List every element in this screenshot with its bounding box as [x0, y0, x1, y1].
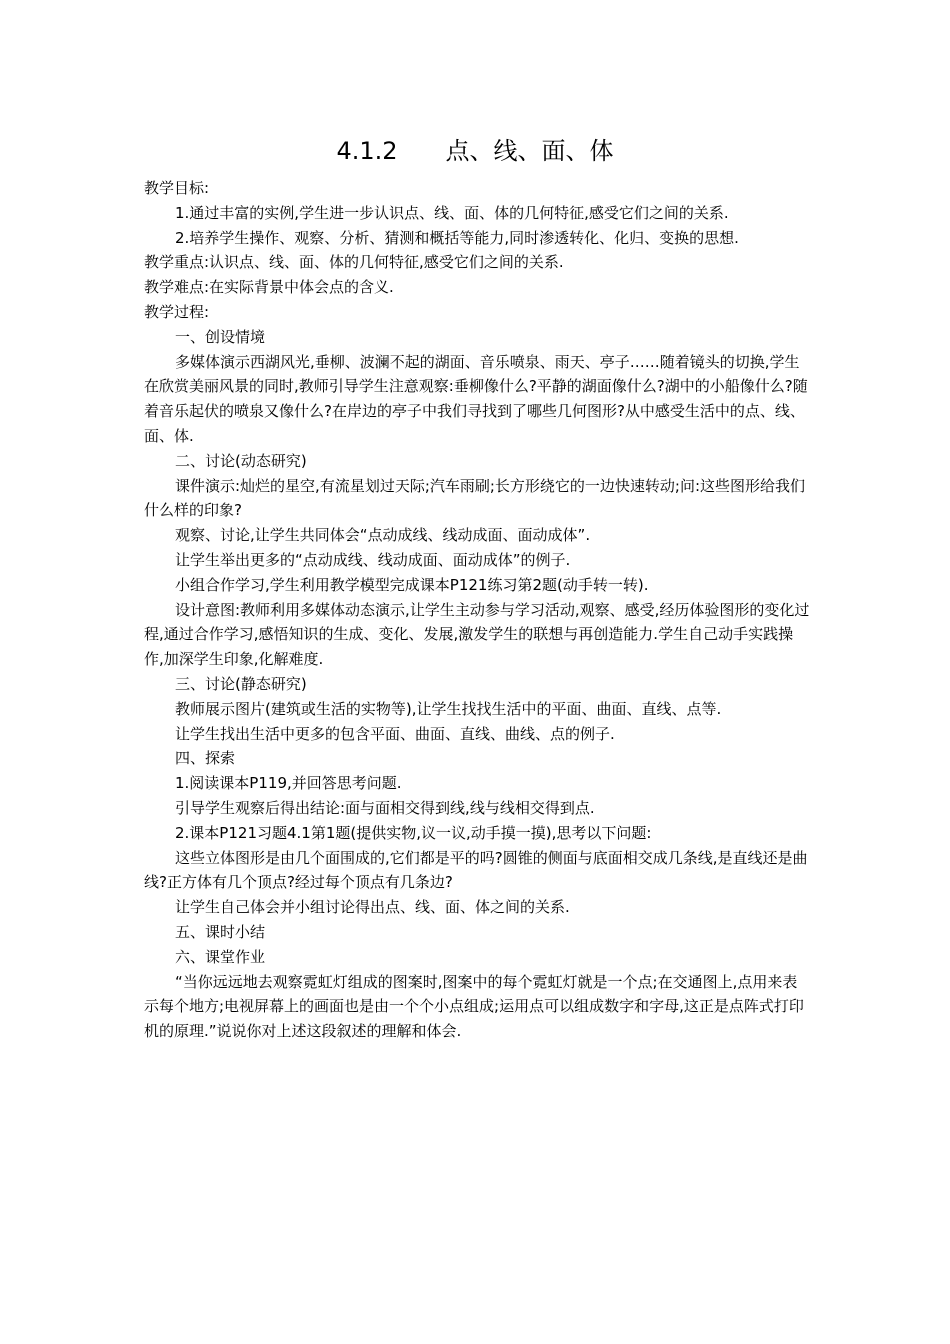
paragraph: 六、课堂作业 [175, 947, 266, 966]
paragraph: 教学目标: [144, 179, 210, 197]
paragraph: 2.课本P121习题4.1第1题(提供实物,议一议,动手摸一摸),思考以下问题: [175, 823, 652, 842]
paragraph: 引导学生观察后得出结论:面与面相交得到线,线与线相交得到点. [175, 798, 595, 817]
paragraph: 一、创设情境 [175, 327, 266, 346]
paragraph: 二、讨论(动态研究) [175, 451, 307, 470]
paragraph: 2.培养学生操作、观察、分析、猜测和概括等能力,同时渗透转化、化归、变换的思想. [175, 228, 739, 247]
paragraph: 教学过程: [144, 302, 210, 321]
paragraph: “当你远远地去观察霓虹灯组成的图案时,图案中的每个霓虹灯就是一个点;在交通图上,点用来表示每个地方;电视屏幕上的画面也是由一个个小点组成;运用点可以组成数字和字母,这正是点阵式打印机的原理.”说说你对上述这段叙述的理解和体会. [144, 972, 804, 1041]
paragraph: 教师展示图片(建筑或生活的实物等),让学生找找生活中的平面、曲面、直线、点等. [175, 699, 722, 718]
paragraph: 观察、讨论,让学生共同体会“点动成线、线动成面、面动成体”. [175, 526, 591, 545]
document-body [144, 176, 812, 1044]
paragraph: 教学重点:认识点、线、面、体的几何特征,感受它们之间的关系. [144, 253, 564, 272]
paragraph: 设计意图:教师利用多媒体动态演示,让学生主动参与学习活动,观察、感受,经历体验图形的变化过程,通过合作学习,感悟知识的生成、变化、发展,激发学生的联想与再创造能力.学生自己动手实践操作,加深学生印象,化解难度. [144, 600, 810, 669]
paragraph: 这些立体图形是由几个面围成的,它们都是平的吗?圆锥的侧面与底面相交成几条线,是直线还是曲线?正方体有几个顶点?经过每个顶点有几条边? [144, 848, 808, 892]
paragraph: 让学生自己体会并小组讨论得出点、线、面、体之间的关系. [175, 898, 570, 917]
paragraph: 课件演示:灿烂的星空,有流星划过天际;汽车雨刷;长方形绕它的一边快速转动;问:这些图形给我们什么样的印象? [144, 476, 806, 520]
paragraph: 1.通过丰富的实例,学生进一步认识点、线、面、体的几何特征,感受它们之间的关系. [175, 203, 729, 222]
paragraph: 小组合作学习,学生利用教学模型完成课本P121练习第2题(动手转一转). [175, 575, 649, 594]
paragraph: 五、课时小结 [175, 922, 266, 941]
paragraph: 让学生找出生活中更多的包含平面、曲面、直线、曲线、点的例子. [175, 724, 615, 743]
paragraph: 教学难点:在实际背景中体会点的含义. [144, 278, 394, 297]
paragraph: 三、讨论(静态研究) [175, 674, 307, 693]
paragraph: 四、探索 [175, 749, 236, 768]
document-title: 4.1.2 点、线、面、体 [336, 137, 614, 165]
paragraph: 1.阅读课本P119,并回答思考问题. [175, 774, 402, 793]
paragraph: 让学生举出更多的“点动成线、线动成面、面动成体”的例子. [175, 550, 571, 569]
paragraph: 多媒体演示西湖风光,垂柳、波澜不起的湖面、音乐喷泉、雨天、亭子……随着镜头的切换,学生在欣赏美丽风景的同时,教师引导学生注意观察:垂柳像什么?平静的湖面像什么?湖中的小船像什么?随着音乐起伏的喷泉又像什么?在岸边的亭子中我们寻找到了哪些几何图形?从中感受生活中的点、线、面、体. [144, 352, 808, 445]
